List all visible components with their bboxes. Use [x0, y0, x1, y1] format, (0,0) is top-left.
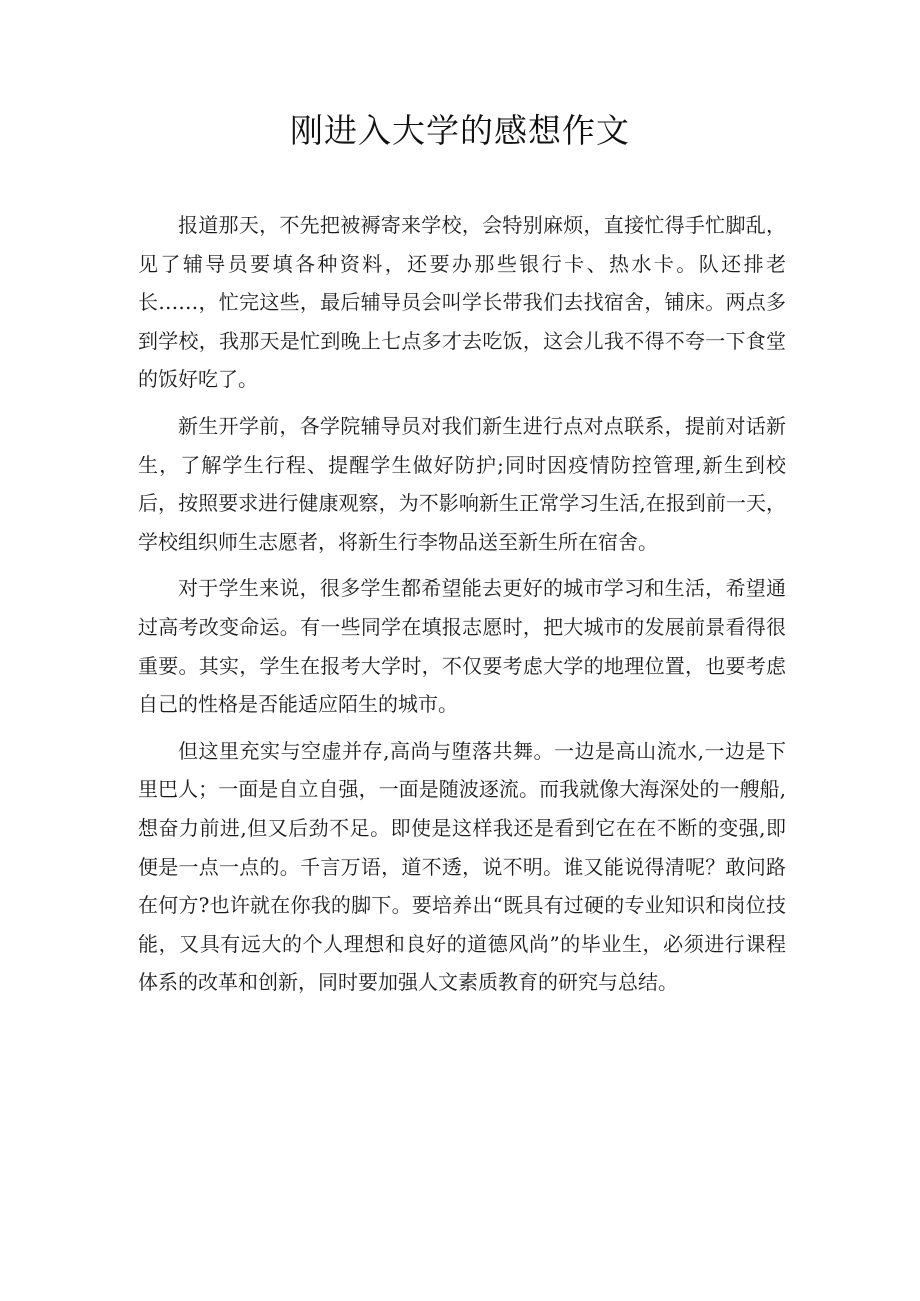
paragraph-3: 对于学生来说，很多学生都希望能去更好的城市学习和生活，希望通过高考改变命运。有一些同学在填报志愿时，把大城市的发展前景看得很重要。其实，学生在报考大学时，不仅要考虑大学的地理位置，也要考虑自己的性格是否能适应陌生的城市。	[138, 576, 786, 717]
paragraph-2: 新生开学前，各学院辅导员对我们新生进行点对点联系，提前对话新生，了解学生行程、提醒学生做好防护;同时因疫情防控管理,新生到校后，按照要求进行健康观察，为不影响新生正常学习生活,在报到前一天，学校组织师生志愿者，将新生行李物品送至新生所在宿舍。	[138, 413, 786, 554]
paragraph-1: 报道那天，不先把被褥寄来学校，会特别麻烦，直接忙得手忙脚乱，见了辅导员要填各种资料，还要办那些银行卡、热水卡。队还排老长……，忙完这些，最后辅导员会叫学长带我们去找宿舍，铺床。两点多到学校，我那天是忙到晚上七点多才去吃饭，这会儿我不得不夸一下食堂的饭好吃了。	[138, 213, 786, 392]
paragraph-4: 但这里充实与空虚并存,高尚与堕落共舞。一边是高山流水,一边是下里巴人；一面是自立自强，一面是随波逐流。而我就像大海深处的一艘船,想奋力前进,但又后劲不足。即使是这样我还是看到它在在不断的变强,即便是一点一点的。千言万语，道不透，说不明。谁又能说得清呢？敢问路在何方?也许就在你我的脚下。要培养出“既具有过硬的专业知识和岗位技能，又具有远大的个人理想和良好的道德风尚”的毕业生，必须进行课程体系的改革和创新，同时要加强人文素质教育的研究与总结。	[138, 738, 786, 995]
document-body	[138, 206, 786, 1010]
document-title: 刚进入大学的感想作文	[290, 111, 630, 150]
